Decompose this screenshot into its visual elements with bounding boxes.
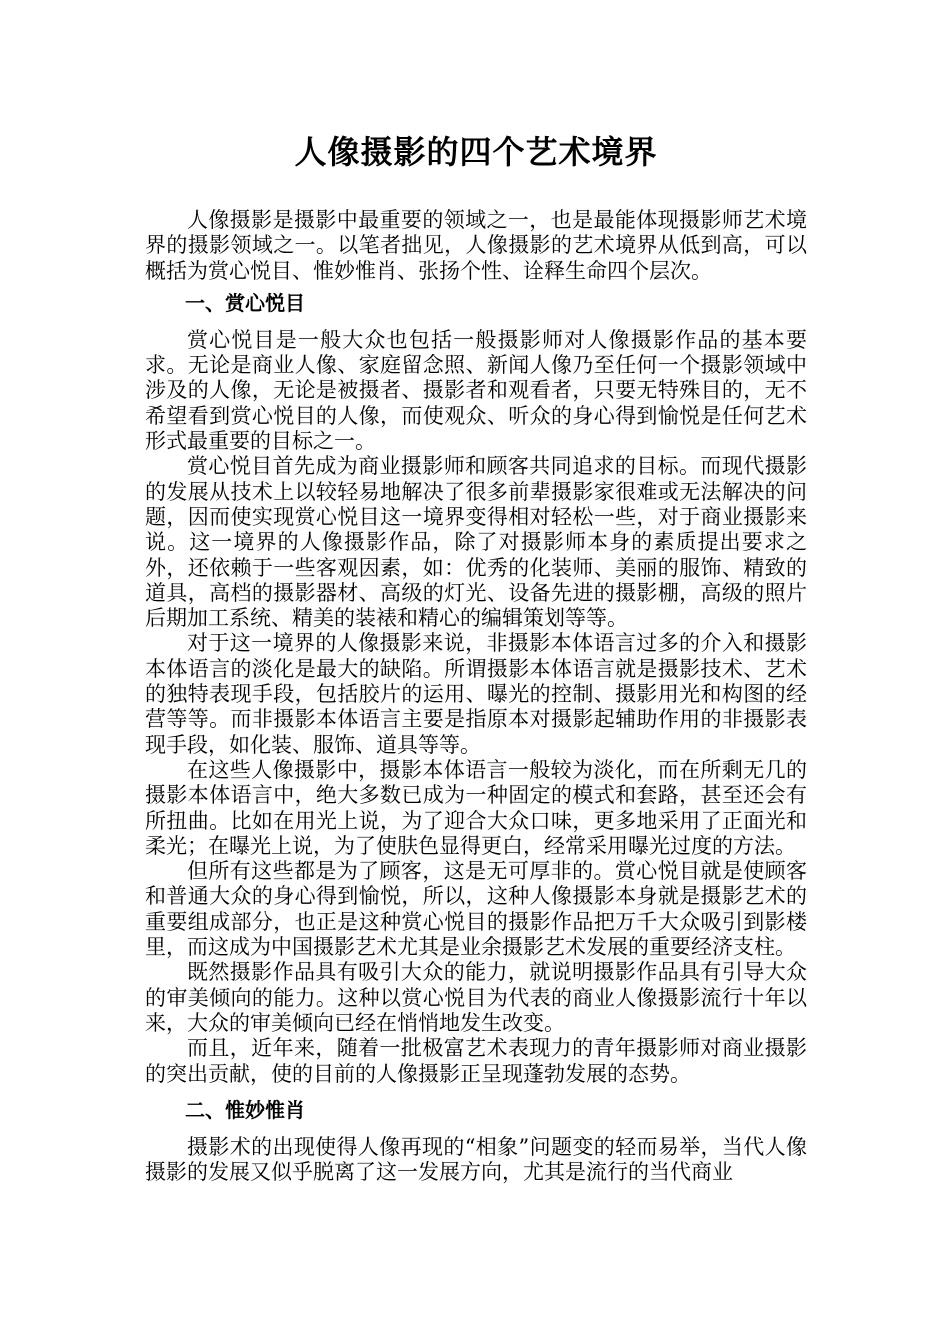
section1-paragraph-5: 但所有这些都是为了顾客，这是无可厚非的。赏心悦目就是使顾客和普通大众的身心得到愉悦，所以，这种人像摄影本身就是摄影艺术的重要组成部分，也正是这种赏心悦目的摄影作品把万千大众吸引到影楼里，而这成为中国摄影艺术尤其是业余摄影艺术发展的重要经济支柱。 [145, 859, 807, 960]
document-title: 人像摄影的四个艺术境界 [294, 133, 658, 171]
section1-paragraph-6: 既然摄影作品具有吸引大众的能力，就说明摄影作品具有引导大众的审美倾向的能力。这种以赏心悦目为代表的商业人像摄影流行十年以来，大众的审美倾向已经在悄悄地发生改变。 [145, 960, 807, 1035]
intro-paragraph: 人像摄影是摄影中最重要的领域之一，也是最能体现摄影师艺术境界的摄影领域之一。以笔者拙见，人像摄影的艺术境界从低到高，可以概括为赏心悦目、惟妙惟肖、张扬个性、诠释生命四个层次。 [145, 208, 807, 283]
section1-paragraph-3: 对于这一境界的人像摄影来说，非摄影本体语言过多的介入和摄影本体语言的淡化是最大的缺陷。所谓摄影本体语言就是摄影技术、艺术的独特表现手段，包括胶片的运用、曝光的控制、摄影用光和构图的经营等等。而非摄影本体语言主要是指原本对摄影起辅助作用的非摄影表现手段，如化装、服饰、道具等等。 [145, 631, 807, 757]
section1-paragraph-4: 在这些人像摄影中，摄影本体语言一般较为淡化，而在所剩无几的摄影本体语言中，绝大多数已成为一种固定的模式和套路，甚至还会有所扭曲。比如在用光上说，为了迎合大众口味，更多地采用了正面光和柔光；在曝光上说，为了使肤色显得更白，经常采用曝光过度的方法。 [145, 757, 807, 858]
section2-paragraph-1: 摄影术的出现使得人像再现的“相象”问题变的轻而易举，当代人像摄影的发展又似乎脱离了这一发展方向，尤其是流行的当代商业 [145, 1134, 807, 1185]
section1-paragraph-2: 赏心悦目首先成为商业摄影师和顾客共同追求的目标。而现代摄影的发展从技术上以较轻易地解决了很多前辈摄影家很难或无法解决的问题，因而使实现赏心悦目这一境界变得相对轻松一些，对于商业摄影来说。这一境界的人像摄影作品，除了对摄影师本身的素质提出要求之外，还依赖于一些客观因素，如：优秀的化装师、美丽的服饰、精致的道具，高档的摄影器材、高级的灯光、设备先进的摄影棚，高级的照片后期加工系统、精美的装裱和精心的编辑策划等等。 [145, 454, 807, 631]
section-heading-2: 二、惟妙惟肖 [185, 1097, 305, 1122]
document-page [145, 128, 807, 1185]
section1-paragraph-1: 赏心悦目是一般大众也包括一般摄影师对人像摄影作品的基本要求。无论是商业人像、家庭留念照、新闻人像乃至任何一个摄影领域中涉及的人像，无论是被摄者、摄影者和观看者，只要无特殊目的，无不希望看到赏心悦目的人像，而使观众、听众的身心得到愉悦是任何艺术形式最重要的目标之一。 [145, 327, 807, 454]
section-heading-1: 一、赏心悦目 [185, 290, 305, 315]
section1-paragraph-7: 而且，近年来，随着一批极富艺术表现力的青年摄影师对商业摄影的突出贡献，使的目前的人像摄影正呈现蓬勃发展的态势。 [145, 1036, 807, 1086]
